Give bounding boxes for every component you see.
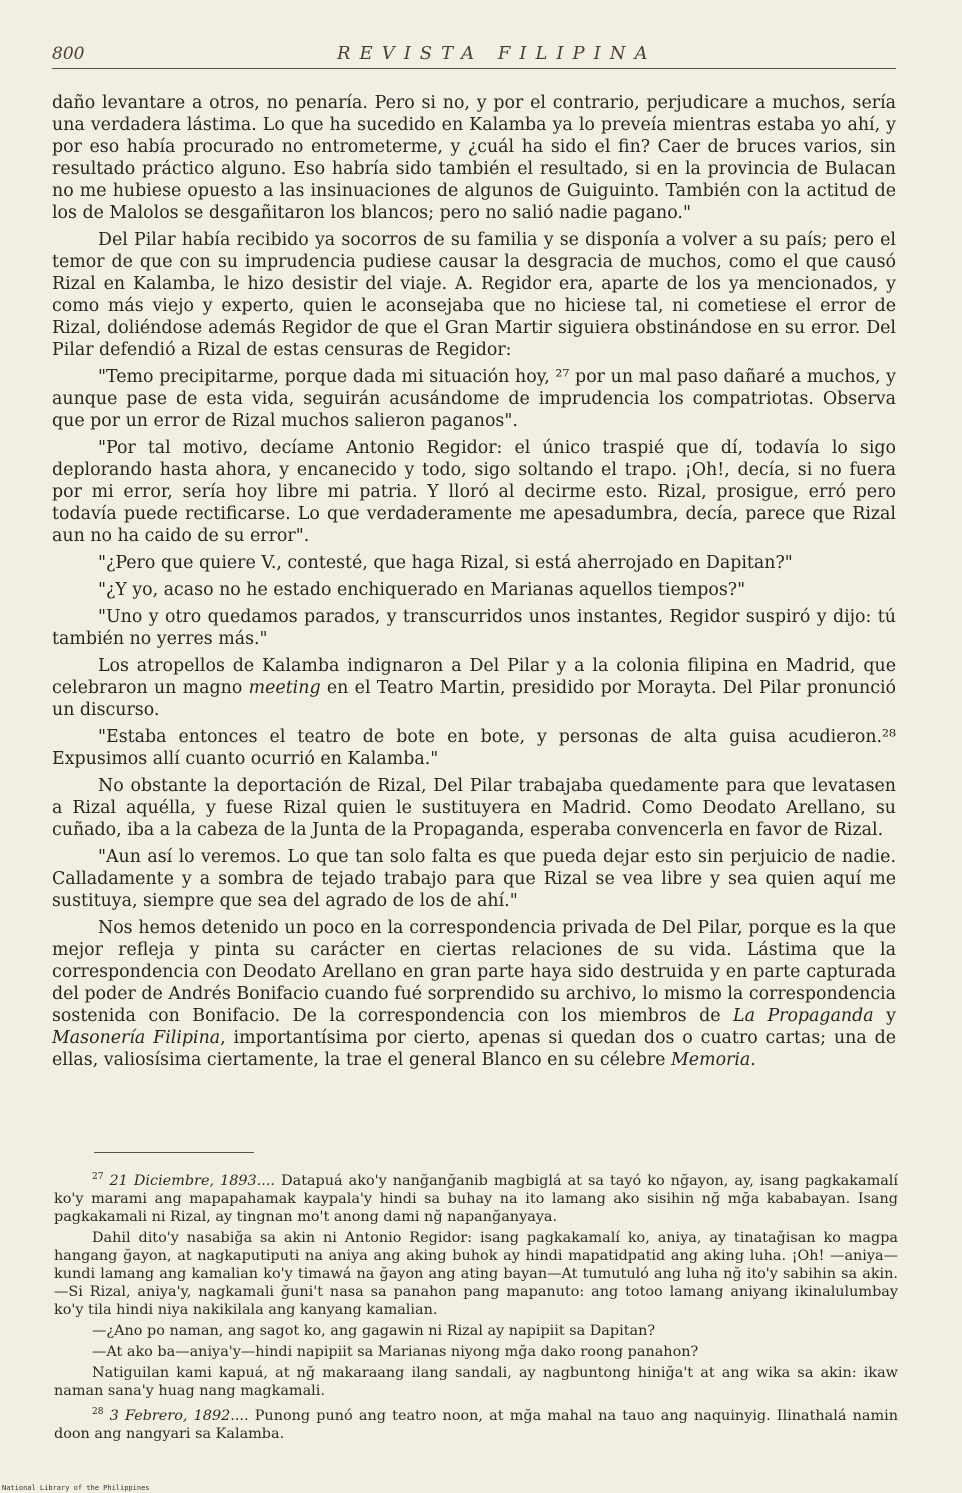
footnotes (54, 1168, 898, 1446)
scan-credit: National Library of the Philippines (2, 1484, 150, 1492)
footnote-paragraph: —¿Ano po naman, ang sagot ko, ang gagawin ni Rizal ay napipiit sa Dapitan? (92, 1322, 656, 1339)
italic-term: meeting (248, 678, 321, 698)
paragraph: "Por tal motivo, decíame Antonio Regidor: el único traspié que dí, todavía lo sigo deplorando hasta ahora, y encanecido y todo, sigo soltando el trapo. ¡Oh!, decía, si no fuera por mi error, sería hoy libre mi patria. Y lloró al decirme esto. Rizal, prosigue, erró pero todavía puede rectificarse. Lo que verdaderamente me apesadumbra, decía, parece que Rizal aun no ha caido de su error". (52, 438, 896, 546)
page-number: 800 (52, 44, 85, 64)
text-run: . (750, 1050, 756, 1070)
footnote-paragraph: Dahil dito'y nasabiğa sa akin ni Antonio Regidor: isang pagkakamalí ko, aniya, ay tinatağisan ko magpa hangang ğayon, at nagkaputiputi na aniya ang aking buhok ay hindi mapatidpatid ang aking luha. ¡Oh! —aniya—kundi lamang ang kamalian ko'y timawá na ğayon ang ating bayan—At tumutuló ang luha nğ ito'y sabihin sa akin.—Si Rizal, aniya'y, nagkamali ğuni't nasa sa panahon pang mapanuto: ang totoo lamang aniyang ikinalulumbay ko'y tila hindi niya nakikilala ang kanyang kamalian. (54, 1229, 898, 1318)
body-text (52, 92, 896, 1076)
paragraph: No obstante la deportación de Rizal, Del Pilar trabajaba quedamente para que levatasen a Rizal aquélla, y fuese Rizal quien le sustituyera en Madrid. Como Deodato Arellano, su cuñado, iba a la cabeza de la Junta de la Propaganda, esperaba convencerla en favor de Rizal. (52, 776, 896, 840)
text-run: y (873, 1006, 896, 1026)
paragraph (52, 655, 896, 721)
italic-title: Memoria (670, 1050, 751, 1070)
italic-title: Masonería Filipina (52, 1028, 221, 1048)
paragraph: "¿Y yo, acaso no he estado enchiquerado en Marianas aquellos tiempos?" (98, 580, 746, 600)
footnote-paragraph: —At ako ba—aniya'y—hindi napipiit sa Marianas niyong mğa dako roong panahon? (92, 1343, 699, 1360)
paragraph: "¿Pero que quiere V., contesté, que haga Rizal, si está aherrojado en Dapitan?" (98, 553, 793, 573)
paragraph: "Uno y otro quedamos parados, y transcurridos unos instantes, Regidor suspiró y dijo: tú también no yerres más." (52, 607, 896, 649)
paragraph: "Estaba entonces el teatro de bote en bote, y personas de alta guisa acudieron.²⁸ Expusimos allí cuanto ocurrió en Kalamba." (52, 727, 896, 769)
running-head: REVISTA FILIPINA (337, 43, 657, 64)
footnote-number: 27 (92, 1172, 104, 1182)
footnote (54, 1403, 898, 1443)
paragraph: Del Pilar había recibido ya socorros de su familia y se disponía a volver a su país; pero el temor de que con su imprudencia pudiese causar la desgracia de muchos, como el que causó Rizal en Kalamba, le hizo desistir del viaje. A. Regidor era, aparte de los ya mencionados, y como más viejo y experto, quien le aconsejaba que no hiciese tal, ni cometiese el error de Rizal, doliéndose además Regidor de que el Gran Martir siguiera obstinándose en su error. Del Pilar defendió a Rizal de estas censuras de Regidor: (52, 230, 896, 360)
footnote-number: 28 (92, 1406, 104, 1417)
text-run: Nos hemos detenido un poco en la correspondencia privada de Del Pilar, porque es la que mejor refleja y pinta su carácter en ciertas relaciones de su vida. Lástima que la correspondencia con Deodato Arellano en gran parte haya sido destruida y en parte capturada del poder de Andrés Bonifacio cuando fué sorprendido su archivo, lo mismo la correspondencia sostenida con Bonifacio. De la correspondencia con los miembros de (52, 918, 896, 1026)
paragraph: daño levantare a otros, no penaría. Pero si no, y por el contrario, perjudicare a muchos, sería una verdadera lástima. Lo que ha sucedido en Kalamba ya lo preveía mientras estaba yo ahí, y por eso había procurado no entrometerme, y ¿cuál ha sido el fin? Caer de bruces varios, sin resultado práctico alguno. Eso habría sido también el resultado, si en la provincia de Bulacan no me hubiese opuesto a las insinuaciones de algunos de Guiguinto. También con la actitud de los de Malolos se desgañitaron los blancos; pero no salió nadie pagano." (52, 93, 896, 223)
footnote-text: Punong punó ang teatro noon, at mğa mahal na tauo ang naquinyig. Ilinathalá namin doon ang nangyari sa Kalamba. (54, 1407, 898, 1442)
text-run: en el Teatro Martin, presidido por Morayta. Del Pilar pronunció un discurso. (52, 678, 896, 720)
footnote-date: 21 Diciembre, 1893.... (109, 1172, 276, 1189)
paragraph: "Temo precipitarme, porque dada mi situación hoy, ²⁷ por un mal paso dañaré a muchos, y aunque pase de esta vida, seguirán acusándome de imprudencia los compatriotas. Observa que por un error de Rizal muchos salieron paganos". (52, 367, 896, 431)
footnote-paragraph: Natiguilan kami kapuá, at nğ makaraang ilang sandali, ay nagbuntong hiniğa't at ang wika sa akin: ikaw naman sana'y huag nang magkamali. (54, 1364, 898, 1399)
page-header (52, 44, 896, 69)
footnote-divider (94, 1152, 254, 1153)
italic-title: La Propaganda (733, 1006, 874, 1026)
paragraph (52, 917, 896, 1071)
footnote-date: 3 Febrero, 1892.... (109, 1407, 249, 1424)
text-run: Los atropellos de Kalamba indignaron a Del Pilar y a la colonia filipina en Madrid, que celebraron un magno (52, 656, 896, 698)
text-run: , importantísima por cierto, apenas si quedan dos o cuatro cartas; una de ellas, valiosísima ciertamente, la trae el general Blanco en su célebre (52, 1028, 896, 1070)
paragraph: "Aun así lo veremos. Lo que tan solo falta es que pueda dejar esto sin perjuicio de nadie. Calladamente y a sombra de tejado trabajo para que Rizal se vea libre y sea quien aquí me sustituya, siempre que sea del agrado de los de ahí." (52, 847, 896, 911)
footnote-text: Datapuá ako'y nanğanğanib magbiglá at sa tayó ko nğayon, ay, isang pagkakamalí ko'y marami ang mapapahamak kaypala'y hindi sa buhay na ito lamang ako sisihin nğ mğa kababayan. Isang pagkakamali ni Rizal, ay tingnan mo't anong dami nğ napanğanyaya. (54, 1172, 898, 1225)
footnote (54, 1168, 898, 1226)
